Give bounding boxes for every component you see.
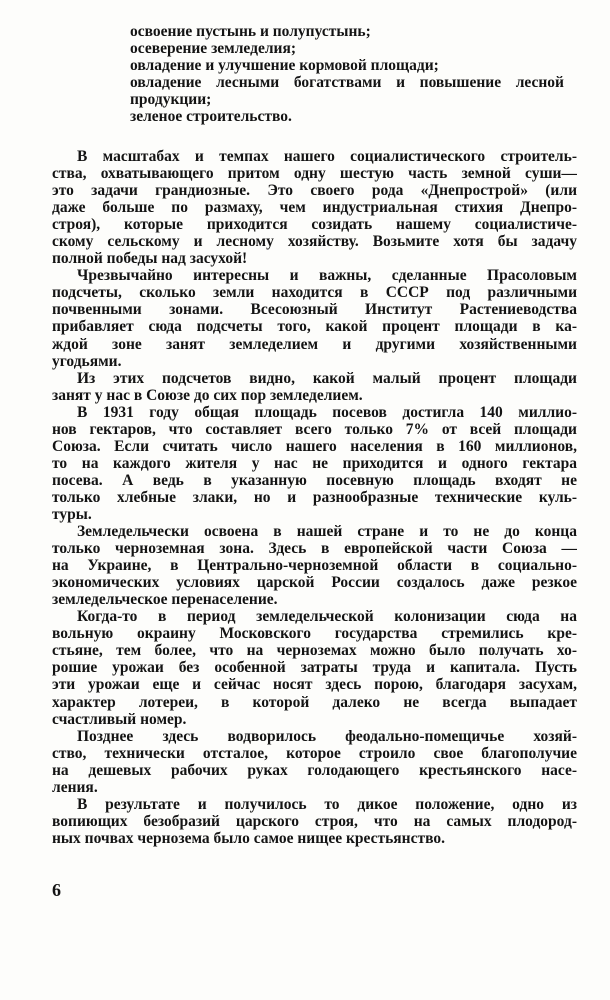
text-line: на дешевых рабочих руках голодающего крестьянского насе- <box>52 761 577 779</box>
paragraph <box>52 148 577 267</box>
text-line: вопиющих безобразий царского строя, что на самых плодород- <box>52 812 577 830</box>
list-item-line: овладение и улучшение кормовой площади; <box>130 57 439 75</box>
paragraph <box>52 267 577 369</box>
text-line: ных почвах чернозема было самое нищее крестьянство. <box>52 829 445 847</box>
text-line: стьяне, тем более, что на черноземах можно было получать хо- <box>52 642 577 660</box>
list-item-line: осеверение земледелия; <box>130 40 296 58</box>
text-line: то на каждого жителя у нас не приходится и одного гектара <box>52 454 577 472</box>
text-line: туры. <box>52 505 92 523</box>
list-item-line: овладение лесными богатствами и повышение лесной <box>130 74 564 92</box>
page-number: 6 <box>52 880 61 900</box>
text-line: посева. А ведь в указанную посевную площадь входят не <box>52 471 577 489</box>
paragraph <box>52 796 577 847</box>
paragraph <box>52 608 577 727</box>
text-line: это задачи грандиозные. Это своего рода «Днепрострой» (или <box>52 182 577 200</box>
text-line: угодьями. <box>52 352 122 370</box>
text-line: ство, технически отсталое, которое строило свое благополучие <box>52 744 577 762</box>
text-line: вольную окраину Московского государства стремились кре- <box>52 625 577 643</box>
text-line: нов гектаров, что составляет всего только 7% от всей площади <box>52 420 577 438</box>
text-line: счастливый номер. <box>52 710 187 728</box>
text-line: даже больше по размаху, чем индустриальная стихия Днепро- <box>52 199 577 217</box>
text-line: Чрезвычайно интересны и важны, сделанные Прасоловым <box>77 267 577 285</box>
paragraph <box>52 523 577 608</box>
text-line: земледельческое перенаселение. <box>52 591 278 609</box>
text-line: только черноземная зона. Здесь в европейской части Союза — <box>52 540 577 558</box>
text-line: только хлебные злаки, но и разнообразные технические куль- <box>52 488 577 506</box>
text-line: ства, охватывающего притом одну шестую часть земной суши— <box>52 165 577 183</box>
text-line: почвенными зонами. Всесоюзный Институт Растениеводства <box>52 301 577 319</box>
text-line: Земледельчески освоена в нашей стране и то не до конца <box>77 523 577 541</box>
text-line: скому сельскому и лесному хозяйству. Возьмите хотя бы задачу <box>52 233 577 251</box>
text-line: занят у нас в Союзе до сих пор земледелием. <box>52 386 363 404</box>
paragraph <box>52 370 577 404</box>
text-line: прибавляет сюда подсчеты того, какой процент площади в ка- <box>52 318 577 336</box>
text-line: строя), которые приходится созидать нашему социалистиче- <box>52 216 577 234</box>
text-line: ления. <box>52 778 98 796</box>
paragraph <box>52 404 577 523</box>
text-line: Союза. Если считать число нашего населения в 160 миллионов, <box>52 437 577 455</box>
text-line: В 1931 году общая площадь посевов достигла 140 миллио- <box>77 403 577 421</box>
text-line: полной победы над засухой! <box>52 250 248 268</box>
bullet-list <box>130 23 564 125</box>
body-text <box>52 148 577 847</box>
text-line: на Украине, в Центрально-черноземной области в социально- <box>52 557 577 575</box>
text-line: Позднее здесь водворилось феодально-помещичье хозяй- <box>77 727 577 745</box>
text-line: В результате и получилось то дикое положение, одно из <box>77 795 577 813</box>
text-line: рошие урожаи без особенной затраты труда и капитала. Пусть <box>52 659 577 677</box>
list-item-line: продукции; <box>130 91 212 109</box>
text-line: характер лотереи, в которой далеко не всегда выпадает <box>52 693 577 711</box>
list-item-line: зеленое строительство. <box>130 108 292 126</box>
text-line: Из этих подсчетов видно, какой малый процент площади <box>77 369 577 387</box>
list-item-line: освоение пустынь и полупустынь; <box>130 23 371 40</box>
text-line: ждой зоне занят земледелием и другими хозяйственными <box>52 335 577 353</box>
text-line: экономических условиях царской России создалось даже резкое <box>52 574 577 592</box>
text-line: эти урожаи еще и сейчас носят здесь порою, благодаря засухам, <box>52 676 577 694</box>
text-line: подсчеты, сколько земли находится в СССР под различными <box>52 284 577 302</box>
text-line: В масштабах и темпах нашего социалистического строитель- <box>77 148 577 165</box>
paragraph <box>52 728 577 796</box>
text-line: Когда-то в период земледельческой колонизации сюда на <box>77 608 577 626</box>
